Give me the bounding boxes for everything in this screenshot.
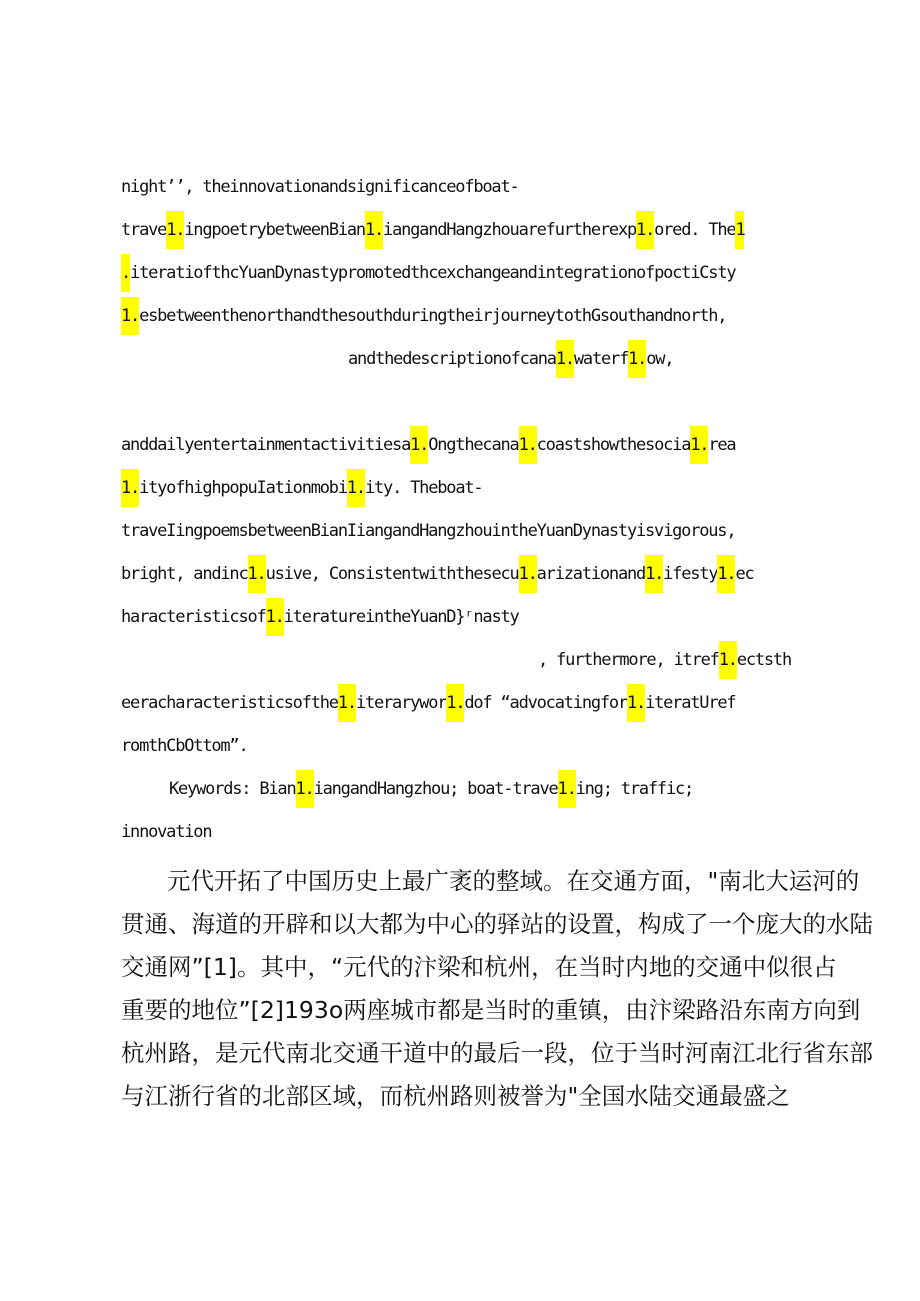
highlighted-segment: 1. [410,426,428,464]
abstract-line [121,305,726,327]
text-segment: traveIingpoemsbetweenBianIiangandHangzhouintheYuanDynastyisvigorous, [121,521,736,541]
abstract-line [121,262,735,284]
keywords-line [169,778,693,800]
body-line: 重要的地位”[2]193o两座城市都是当时的重镇，由汴梁路沿东南方向到 [121,996,861,1024]
text-segment: anddailyentertainmentactivitiesa [121,435,411,455]
abstract-line [121,735,248,757]
body-line: 贯通、海道的开辟和以大都为中心的驿站的设置，构成了一个庞大的水陆 [121,910,873,938]
abstract-line [121,434,735,456]
body-line: 杭州路，是元代南北交通干道中的最后一段，位于当时河南江北行省东部 [121,1039,873,1067]
text-segment: ingpoetrybetweenBian [184,220,365,240]
highlighted-segment: 1. [365,211,383,249]
text-segment: ity. Theboat- [364,478,483,498]
abstract-line [348,348,673,370]
text-segment: ectsth [736,650,791,670]
highlighted-segment: 1. [266,598,284,636]
highlighted-segment: 1. [338,684,356,722]
text-segment: iteratUref [645,693,736,713]
highlighted-segment: 1. [121,297,139,335]
text-segment: arizationand [536,564,646,584]
highlighted-segment: 1. [248,555,266,593]
abstract-line [121,219,744,241]
abstract-line [121,563,754,585]
highlighted-segment: 1. [719,641,737,679]
text-segment: usive, Consistentwiththesecu [265,564,519,584]
highlighted-segment: 1. [347,469,365,507]
abstract-line [121,477,482,499]
text-segment: ec [735,564,754,584]
text-segment: eeracharacteristicsofthe [121,693,338,713]
highlighted-segment: 1. [628,340,646,378]
highlighted-segment: 1. [519,555,537,593]
abstract-line [121,692,735,714]
body-line: 与江浙行省的北部区域，而杭州路则被誉为"全国水陆交通最盛之 [121,1082,790,1110]
text-segment: esbetweenthenorthandthesouthduringtheirjourneytothGsouthandnorth, [139,306,727,326]
abstract-line [121,176,519,198]
text-segment: iangandHangzhouarefurtherexp [383,220,637,240]
text-segment: , furthermore, itref [538,650,719,670]
text-segment: iteratureintheYuanD}ʳnasty [283,607,519,627]
highlighted-segment: 1. [558,770,576,808]
text-segment: rea [708,435,736,455]
text-segment: dof “advocatingfor [464,693,627,713]
highlighted-segment: 1. [296,770,314,808]
text-segment: bright, andinc [121,564,248,584]
text-segment: ing; traffic; [575,779,694,799]
text-segment: iterarywor [355,693,447,713]
highlighted-segment: 1 [735,211,744,249]
text-segment: iangandHangzhou; boat-trave [313,779,558,799]
keywords-line [121,821,211,843]
highlighted-segment: 1. [121,469,139,507]
highlighted-segment: . [121,254,130,292]
text-segment: waterf [573,349,629,369]
text-segment: night’’, theinnovationandsignificanceofboat- [121,177,519,197]
highlighted-segment: 1. [519,426,537,464]
body-line: 交通网”[1]。其中，“元代的汴梁和杭州，在当时内地的交通中似很占 [121,953,837,981]
highlighted-segment: 1. [166,211,184,249]
text-segment: coastshowthesocia [536,435,691,455]
text-segment: ored. The [654,220,736,240]
text-segment: iteratiofthcYuanDynastypromotedthcexchangeandintegrationofpoctiCsty [130,263,736,283]
abstract-line [538,649,791,671]
text-segment: innovation [121,822,212,842]
highlighted-segment: 1. [446,684,464,722]
text-segment: trave [121,220,167,240]
text-segment: haracteristicsof [121,607,266,627]
text-segment: andthedescriptionofcana [348,349,556,369]
highlighted-segment: 1. [627,684,645,722]
abstract-line [121,606,519,628]
text-segment: romthCbOttom”. [121,736,248,756]
highlighted-segment: 1. [645,555,663,593]
highlighted-segment: 1. [690,426,708,464]
text-segment: ityofhighpopuIationmobi [139,478,347,498]
highlighted-segment: 1. [556,340,574,378]
text-segment: Ongthecana [428,435,519,455]
text-segment: Keywords: Bian [169,779,296,799]
abstract-line [121,520,735,542]
text-segment: ow, [646,349,674,369]
highlighted-segment: 1. [717,555,735,593]
body-line: 元代开拓了中国历史上最广袤的整域。在交通方面，"南北大运河的 [167,867,860,895]
highlighted-segment: 1. [636,211,654,249]
text-segment: ifesty [663,564,718,584]
